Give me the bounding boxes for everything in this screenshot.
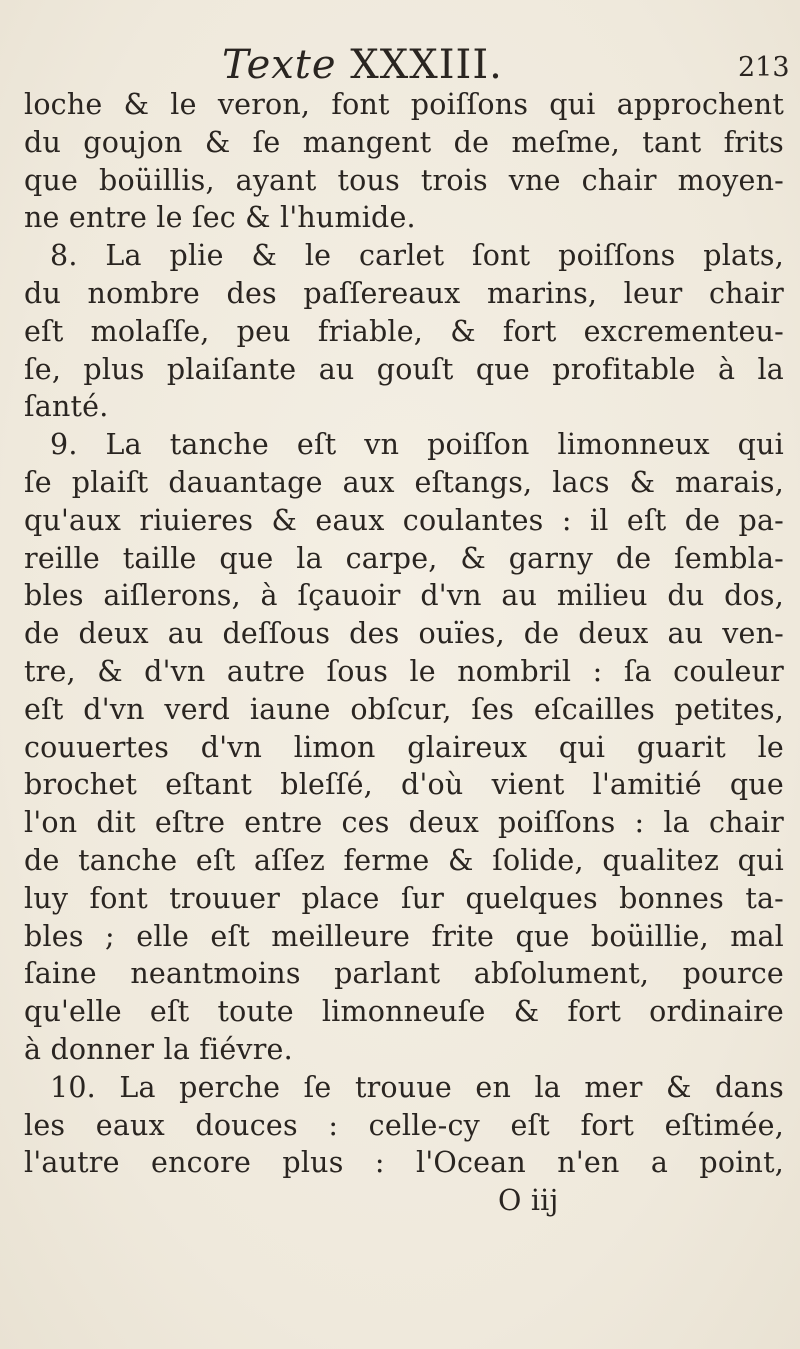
text-line: luy font trouuer place ſur quelques bonnes ta- [24, 881, 784, 915]
paragraph-8-start: 8. La plie & le carlet ſont poiſſons plats, [50, 239, 784, 273]
running-title-word: Texte [222, 42, 337, 88]
text-line: à donner la fiévre. [24, 1032, 293, 1066]
text-line: de tanche eſt aſſez ferme & ſolide, qualitez qui [24, 843, 784, 877]
text-line: ſaine neantmoins parlant abſolument, pource [24, 957, 784, 991]
text-line: couuertes d'vn limon glaireux qui guarit le [24, 730, 784, 764]
text-line: que boüillis, ayant tous trois vne chair moyen- [24, 163, 784, 197]
text-line: loche & le veron, font poiſſons qui approchent [24, 88, 784, 121]
text-line: ne entre le ſec & l'humide. [24, 201, 416, 235]
running-title [222, 40, 503, 90]
text-line: reille taille que la carpe, & garny de ſembla- [24, 541, 784, 575]
body-text [24, 86, 784, 1220]
text-line: l'on dit eſtre entre ces deux poiſſons : la chair [24, 806, 784, 840]
text-line: l'autre encore plus : l'Ocean n'en a point, [24, 1146, 784, 1180]
text-line: de deux au deſſous des ouïes, de deux au ven- [24, 617, 784, 651]
page-header [0, 40, 800, 90]
text-line: les eaux douces : celle-cy eſt fort eſtimée, [24, 1108, 784, 1142]
text-line: brochet eſtant bleſſé, d'où vient l'amitié que [24, 768, 784, 802]
text-line: ſe, plus plaiſante au gouſt que profitable à la [24, 352, 784, 386]
page-number: 213 [738, 52, 790, 83]
text-line: bles ; elle eſt meilleure frite que boüillie, mal [24, 919, 784, 953]
text-line: du nombre des paſſereaux marins, leur chair [24, 276, 784, 310]
text-line: ſanté. [24, 390, 109, 424]
text-line: qu'aux riuieres & eaux coulantes : il eſt de pa- [24, 503, 784, 537]
text-line: ſe plaiſt dauantage aux eſtangs, lacs & marais, [24, 465, 784, 499]
text-line: eſt molaſſe, peu friable, & fort excrementeu- [24, 314, 784, 348]
text-line: qu'elle eſt toute limonneuſe & fort ordinaire [24, 995, 784, 1029]
paragraph-10-start: 10. La perche ſe trouue en la mer & dans [50, 1070, 784, 1104]
text-line: du goujon & ſe mangent de meſme, tant frits [24, 125, 784, 159]
signature-mark: O iij [498, 1184, 559, 1218]
paragraph-9-start: 9. La tanche eſt vn poiſſon limonneux qui [50, 428, 784, 462]
running-title-numeral: XXXIII. [350, 42, 503, 88]
text-line: tre, & d'vn autre ſous le nombril : ſa couleur [24, 654, 784, 688]
text-line: eſt d'vn verd iaune obſcur, ſes eſcailles petites, [24, 692, 784, 726]
text-line: bles aiſlerons, à ſçauoir d'vn au milieu du dos, [24, 579, 784, 613]
